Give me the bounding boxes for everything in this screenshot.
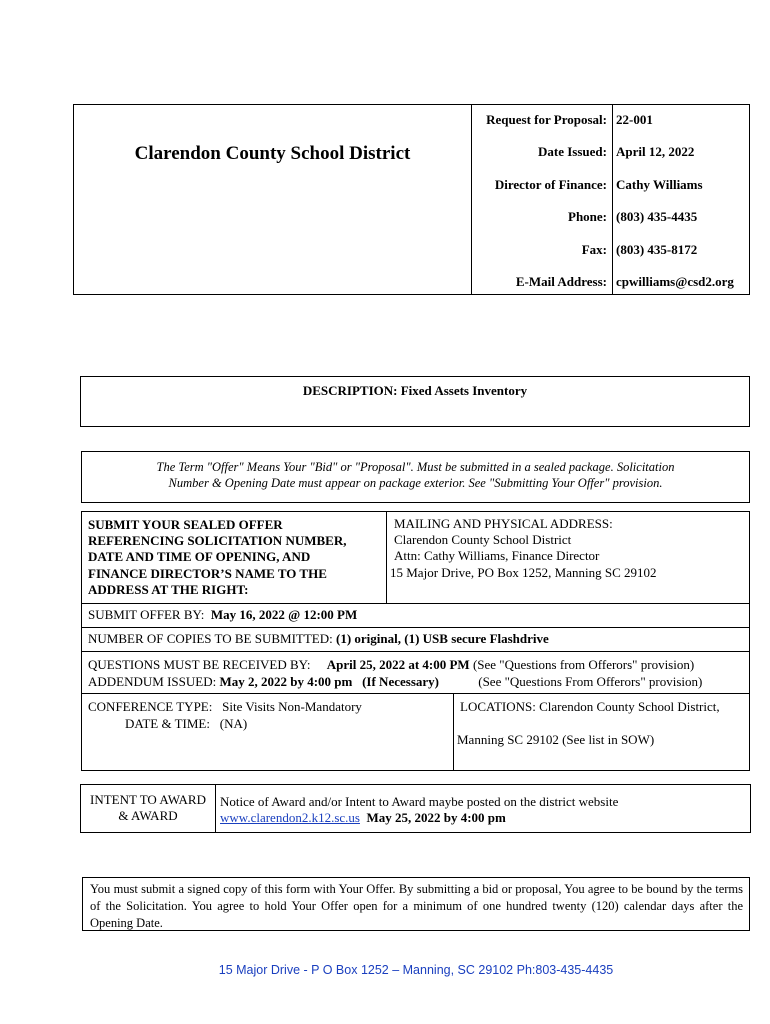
questions-value: April 25, 2022 at 4:00 PM <box>326 657 470 672</box>
instruction-line: DATE AND TIME OF OPENING, AND <box>88 549 311 565</box>
questions-label: QUESTIONS MUST BE RECEIVED BY: <box>88 657 311 672</box>
phone-label: Phone: <box>568 209 607 224</box>
footer-address: 15 Major Drive - P O Box 1252 – Manning, SC 29102 Ph:803-435-4435 <box>218 963 614 977</box>
locations-line-2: Manning SC 29102 (See list in SOW) <box>457 732 655 747</box>
term-line-2: Number & Opening Date must appear on package exterior. See "Submitting Your Offer" provision. <box>168 476 663 490</box>
submit-by-row <box>88 607 357 623</box>
conference-divider <box>453 693 454 770</box>
conference-row <box>88 699 362 715</box>
header-box <box>73 104 750 295</box>
description-box: DESCRIPTION: Fixed Assets Inventory <box>80 376 750 427</box>
term-line-1: The Term "Offer" Means Your "Bid" or "Proposal". Must be submitted in a sealed package. Solicitation <box>156 460 675 474</box>
instruction-line: SUBMIT YOUR SEALED OFFER <box>88 517 283 532</box>
submit-instructions <box>88 517 346 598</box>
intent-text <box>220 794 618 826</box>
addendum-value: May 2, 2022 by 4:00 pm <box>219 674 353 689</box>
row-divider <box>82 627 749 628</box>
phone-row <box>471 202 750 234</box>
date-issued-value: April 12, 2022 <box>616 144 695 159</box>
datetime-row <box>125 716 247 732</box>
award-date: May 25, 2022 by 4:00 pm <box>366 810 506 825</box>
email-label: E-Mail Address: <box>515 274 607 289</box>
date-issued-row <box>471 137 750 169</box>
submit-by-value: May 16, 2022 @ 12:00 PM <box>210 607 358 622</box>
district-name: Clarendon County School District <box>134 143 411 164</box>
addendum-label: ADDENDUM ISSUED: <box>88 674 217 689</box>
questions-note: (See "Questions from Offerors" provision) <box>472 657 695 672</box>
rfp-value: 22-001 <box>616 112 653 127</box>
director-value: Cathy Williams <box>616 177 703 192</box>
row-divider <box>82 693 749 694</box>
mailing-line: 15 Major Drive, PO Box 1252, Manning SC 29102 <box>390 564 657 580</box>
director-row <box>471 170 750 202</box>
intent-divider <box>215 785 216 832</box>
addendum-row <box>88 674 702 690</box>
email-row <box>471 267 750 299</box>
mailing-line: Clarendon County School District <box>394 532 572 548</box>
director-label: Director of Finance: <box>494 177 607 192</box>
conference-label: CONFERENCE TYPE: <box>88 699 213 714</box>
mailing-line: MAILING AND PHYSICAL ADDRESS: <box>394 516 613 531</box>
date-issued-label: Date Issued: <box>538 144 607 159</box>
instruction-line: ADDRESS AT THE RIGHT: <box>88 581 249 597</box>
locations-line-1: LOCATIONS: Clarendon County School District, <box>460 699 720 714</box>
datetime-label: DATE & TIME: <box>125 716 210 731</box>
email-value: cpwilliams@csd2.org <box>616 274 734 289</box>
phone-value: (803) 435-4435 <box>616 209 698 224</box>
intent-label-line: INTENT TO AWARD <box>90 792 206 807</box>
intent-label <box>81 792 215 824</box>
intent-label-line: & AWARD <box>118 808 178 823</box>
row-divider <box>82 651 749 652</box>
questions-row <box>88 657 694 673</box>
datetime-value: (NA) <box>219 716 248 731</box>
submit-by-label: SUBMIT OFFER BY: <box>88 607 205 622</box>
rfp-label: Request for Proposal: <box>486 112 607 127</box>
addendum-note: (See "Questions From Offerors" provision) <box>478 674 703 689</box>
rfp-row <box>471 105 750 137</box>
mailing-address <box>390 516 657 581</box>
conference-value: Site Visits Non-Mandatory <box>222 699 362 714</box>
copies-label: NUMBER OF COPIES TO BE SUBMITTED: <box>88 631 333 646</box>
mailing-line: Attn: Cathy Williams, Finance Director <box>394 548 600 564</box>
addendum-condition: (If Necessary) <box>362 674 439 689</box>
intent-notice: Notice of Award and/or Intent to Award maybe posted on the district website <box>220 794 619 809</box>
signed-copy-notice: You must submit a signed copy of this form with Your Offer. By submitting a bid or proposal, You agree to be bound by the terms of the Solicitation. You agree to hold Your Offer open for a minimum of one hundred twenty (120) calendar days after the Opening Date. <box>82 877 750 931</box>
instruction-line: REFERENCING SOLICITATION NUMBER, <box>88 533 347 549</box>
copies-value: (1) original, (1) USB secure Flashdrive <box>336 631 549 646</box>
term-notice <box>81 451 750 503</box>
fax-row <box>471 235 750 267</box>
submission-divider <box>386 512 387 603</box>
fax-value: (803) 435-8172 <box>616 242 698 257</box>
row-divider <box>82 603 749 604</box>
copies-row <box>88 631 549 647</box>
intent-box <box>80 784 751 833</box>
fax-label: Fax: <box>581 242 607 257</box>
submission-box <box>81 511 750 771</box>
instruction-line: FINANCE DIRECTOR’S NAME TO THE <box>88 565 327 581</box>
district-website-link[interactable]: www.clarendon2.k12.sc.us <box>220 810 360 825</box>
